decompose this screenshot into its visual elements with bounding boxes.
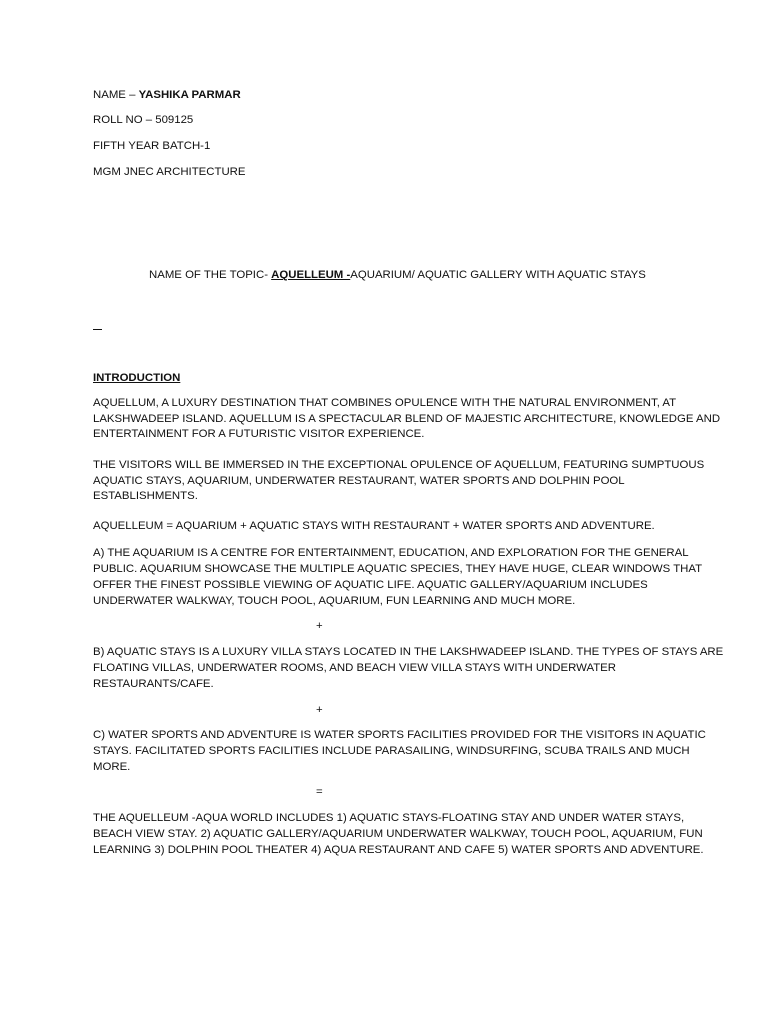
topic-title: AQUELLEUM - xyxy=(271,269,351,281)
roll-number: ROLL NO – 509125 xyxy=(93,114,194,126)
introduction-heading: INTRODUCTION xyxy=(93,372,181,384)
paragraph-line: FLOATING VILLAS, UNDERWATER ROOMS, AND BEACH VIEW VILLA STAYS WITH UNDERWATER xyxy=(93,662,616,674)
paragraph-line: ESTABLISHMENTS. xyxy=(93,490,198,503)
intro-paragraph-1 xyxy=(93,396,721,443)
paragraph-line: A) THE AQUARIUM IS A CENTRE FOR ENTERTAINMENT, EDUCATION, AND EXPLORATION FOR THE GENERAL xyxy=(93,547,689,559)
plus-sign: + xyxy=(316,620,323,632)
year-batch: FIFTH YEAR BATCH-1 xyxy=(93,140,211,152)
paragraph-line: BEACH VIEW STAY. 2) AQUATIC GALLERY/AQUARIUM UNDERWATER WALKWAY, TOUCH POOL, AQUARIUM, FUN xyxy=(93,828,703,840)
summary-paragraph xyxy=(93,810,704,858)
plus-sign: + xyxy=(316,704,323,716)
paragraph-line: THE VISITORS WILL BE IMMERSED IN THE EXCEPTIONAL OPULENCE OF AQUELLUM, FEATURING SUMPTUOUS xyxy=(93,459,705,471)
paragraph-line: THE AQUELLEUM -AQUA WORLD INCLUDES 1) AQUATIC STAYS-FLOATING STAY AND UNDER WATER STAYS, xyxy=(93,812,685,824)
equals-sign: = xyxy=(316,786,323,798)
student-name: YASHIKA PARMAR xyxy=(138,89,241,101)
paragraph-line: STAYS. FACILITATED SPORTS FACILITIES INCLUDE PARASAILING, WINDSURFING, SCUBA TRAILS AND MUCH xyxy=(93,745,690,757)
paragraph-line: AQUELLUM, A LUXURY DESTINATION THAT COMBINES OPULENCE WITH THE NATURAL ENVIRONMENT, AT xyxy=(93,397,677,409)
paragraph-line: LAKSHWADEEP ISLAND. AQUELLUM IS A SPECTACULAR BLEND OF MAJESTIC ARCHITECTURE, KNOWLEDGE AND xyxy=(93,412,721,425)
paragraph-line: MORE. xyxy=(93,761,131,773)
paragraph-line: AQUATIC STAYS, AQUARIUM, UNDERWATER RESTAURANT, WATER SPORTS AND DOLPHIN POOL xyxy=(93,474,625,487)
intro-paragraph-2 xyxy=(93,458,705,505)
paragraph-line: C) WATER SPORTS AND ADVENTURE IS WATER SPORTS FACILITIES PROVIDED FOR THE VISITORS IN AQUATIC xyxy=(93,729,706,741)
short-divider xyxy=(93,329,102,330)
topic-label: NAME OF THE TOPIC- xyxy=(149,269,272,281)
aquelleum-equation: AQUELLEUM = AQUARIUM + AQUATIC STAYS WITH RESTAURANT + WATER SPORTS AND ADVENTURE. xyxy=(93,520,655,532)
paragraph-line: B) AQUATIC STAYS IS A LUXURY VILLA STAYS LOCATED IN THE LAKSHWADEEP ISLAND. THE TYPES OF STAYS ARE xyxy=(93,646,724,658)
paragraph-line: UNDERWATER WALKWAY, TOUCH POOL, AQUARIUM, FUN LEARNING AND MUCH MORE. xyxy=(93,595,576,607)
topic-line xyxy=(149,268,646,284)
college-name: MGM JNEC ARCHITECTURE xyxy=(93,166,246,178)
item-c-water-sports xyxy=(93,727,706,775)
item-a-aquarium xyxy=(93,545,703,609)
paragraph-line: LEARNING 3) DOLPHIN POOL THEATER 4) AQUA RESTAURANT AND CAFE 5) WATER SPORTS AND ADVENTURE. xyxy=(93,844,704,856)
item-b-aquatic-stays xyxy=(93,644,724,692)
paragraph-line: OFFER THE FINEST POSSIBLE VIEWING OF AQUATIC LIFE. AQUATIC GALLERY/AQUARIUM INCLUDES xyxy=(93,579,648,591)
paragraph-line: RESTAURANTS/CAFE. xyxy=(93,678,214,690)
name-label: NAME – xyxy=(93,89,139,101)
paragraph-line: PUBLIC. AQUARIUM SHOWCASE THE MULTIPLE AQUATIC SPECIES, THEY HAVE HUGE, CLEAR WINDOWS THAT xyxy=(93,563,703,575)
student-name-line xyxy=(93,88,241,104)
paragraph-line: ENTERTAINMENT FOR A FUTURISTIC VISITOR EXPERIENCE. xyxy=(93,428,425,441)
topic-subtitle: AQUARIUM/ AQUATIC GALLERY WITH AQUATIC STAYS xyxy=(350,269,646,281)
